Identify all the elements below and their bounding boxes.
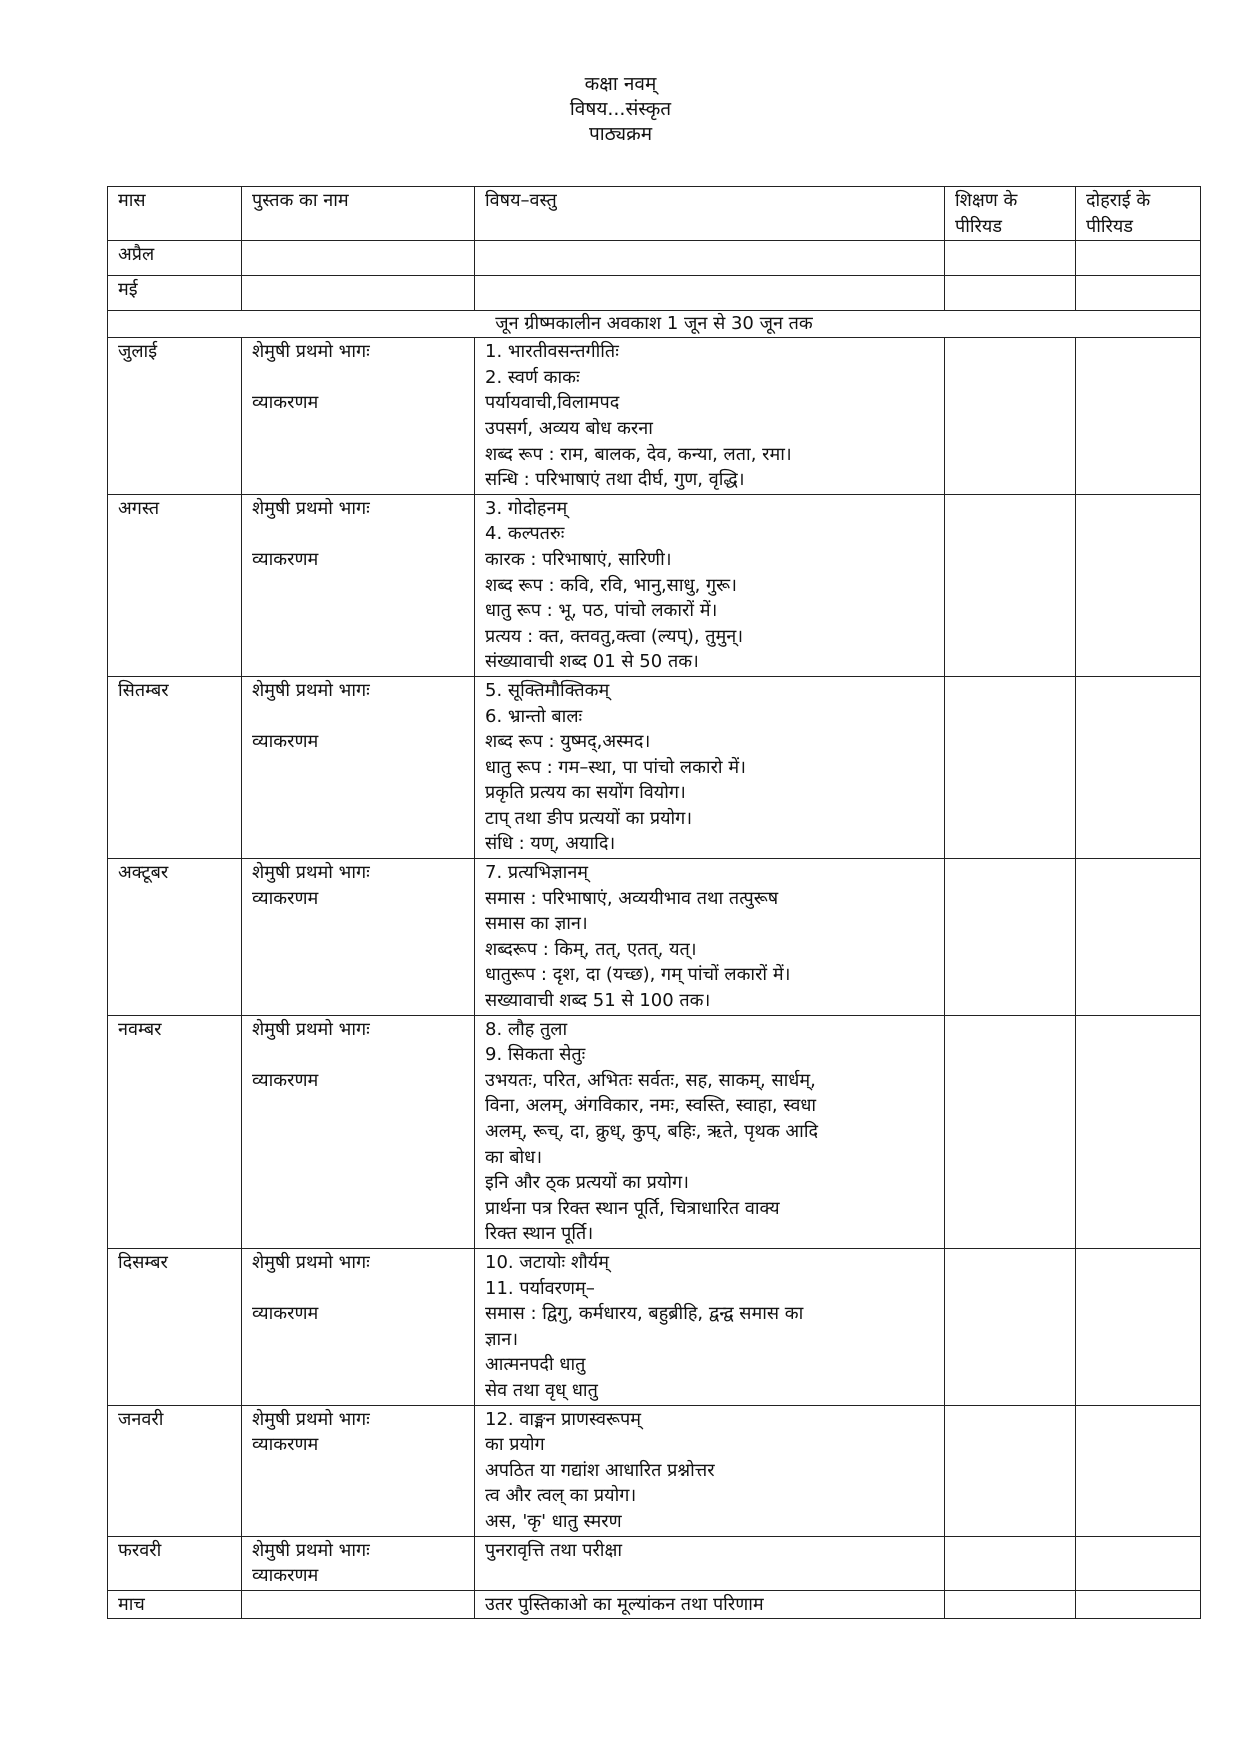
book-line: शेमुषी प्रथमो भागः (252, 497, 370, 519)
content-line: पुनरावृत्ति तथा परीक्षा (485, 1539, 623, 1561)
content-line: सख्यावाची शब्द 51 से 100 तक। (485, 990, 711, 1012)
header-teaching-periods: शिक्षण के पीरियड (945, 187, 1076, 241)
book-cell (242, 494, 475, 676)
revision-periods-cell (1076, 276, 1201, 311)
class-title: कक्षा नवम् (584, 73, 657, 95)
subject-title: विषय...संस्कृत (569, 98, 672, 120)
book-line (252, 1042, 464, 1068)
content-cell (475, 676, 945, 858)
content-line: अपठित या गद्यांश आधारित प्रश्नोत्तर (485, 1459, 715, 1481)
book-line (252, 1276, 464, 1302)
content-line: टाप् तथा ङीप प्रत्ययों का प्रयोग। (485, 807, 693, 829)
content-line: आत्मनपदी धातु (485, 1354, 586, 1376)
book-cell (242, 1405, 475, 1536)
content-line: शब्द रूप : युष्मद्,अस्मद। (485, 731, 651, 753)
revision-periods-cell (1076, 1248, 1201, 1405)
book-line: व्याकरणम (252, 731, 319, 753)
table-row (108, 494, 1201, 676)
content-line: त्व और त्वल् का प्रयोग। (485, 1485, 637, 1507)
content-line: 11. पर्यावरणम्– (485, 1277, 595, 1299)
content-line: 4. कल्पतरुः (485, 523, 565, 545)
content-line: समास : द्विगु, कर्मधारय, बहुब्रीहि, द्वन्द्व समास का (485, 1303, 804, 1325)
content-line: कारक : परिभाषाएं, सारिणी। (485, 548, 672, 570)
month-cell (108, 676, 242, 858)
month-cell (108, 1248, 242, 1405)
book-cell (242, 241, 475, 276)
book-cell (242, 338, 475, 495)
book-line: व्याकरणम (252, 392, 319, 414)
month-label: माच (118, 1593, 145, 1615)
month-label: अगस्त (118, 497, 160, 519)
content-line: 10. जटायोः शौर्यम् (485, 1251, 610, 1273)
content-line: ज्ञान। (485, 1328, 519, 1350)
month-cell (108, 494, 242, 676)
content-line: शब्द रूप : कवि, रवि, भानु,साधु, गुरू। (485, 574, 737, 596)
month-cell (108, 859, 242, 1016)
content-line: सन्धि : परिभाषाएं तथा दीर्घ, गुण, वृद्धि। (485, 469, 745, 491)
book-line: शेमुषी प्रथमो भागः (252, 1539, 370, 1561)
teaching-periods-cell (945, 1015, 1076, 1248)
content-line: 8. लौह तुला (485, 1018, 568, 1040)
content-line: उभयतः, परित, अभितः सर्वतः, सह, साकम्, सार्धम्, (485, 1069, 816, 1091)
revision-periods-cell (1076, 1536, 1201, 1590)
content-line: धातुरूप : दृश, दा (यच्छ), गम् पांचों लकारों में। (485, 964, 791, 986)
content-line: उपसर्ग, अव्यय बोध करना (485, 417, 653, 439)
content-line: का प्रयोग (485, 1434, 545, 1456)
teaching-periods-cell (945, 1405, 1076, 1536)
content-line: संधि : यण्, अयादि। (485, 833, 616, 855)
header-book: पुस्तक का नाम (242, 187, 475, 241)
teaching-periods-cell (945, 276, 1076, 311)
month-label: अक्टूबर (118, 862, 169, 884)
table-header-row (108, 187, 1201, 241)
revision-periods-cell (1076, 859, 1201, 1016)
holiday-row (108, 311, 1201, 338)
book-cell (242, 1590, 475, 1619)
table-row (108, 338, 1201, 495)
content-line: 12. वाङ्मन प्राणस्वरूपम् (485, 1408, 642, 1430)
header-month: मास (108, 187, 242, 241)
month-cell (108, 1015, 242, 1248)
content-line: उतर पुस्तिकाओ का मूल्यांकन तथा परिणाम (485, 1593, 764, 1615)
book-line (252, 365, 464, 391)
book-line: व्याकरणम (252, 1069, 319, 1091)
content-line: सेव तथा वृध् धातु (485, 1379, 598, 1401)
header-revision-periods: दोहराई के पीरियड (1076, 187, 1201, 241)
book-line (252, 704, 464, 730)
teaching-periods-cell (945, 241, 1076, 276)
month-label: जनवरी (118, 1408, 164, 1430)
revision-periods-cell (1076, 494, 1201, 676)
syllabus-table (107, 186, 1201, 1619)
content-cell (475, 1590, 945, 1619)
book-cell (242, 276, 475, 311)
content-cell (475, 1405, 945, 1536)
teaching-periods-cell (945, 338, 1076, 495)
revision-periods-cell (1076, 676, 1201, 858)
content-line: 9. सिकता सेतुः (485, 1044, 586, 1066)
month-label: फरवरी (118, 1539, 162, 1561)
book-line: व्याकरणम (252, 548, 319, 570)
content-line: शब्द रूप : राम, बालक, देव, कन्या, लता, रमा। (485, 443, 792, 465)
content-line: 6. भ्रान्तो बालः (485, 705, 583, 727)
month-cell (108, 338, 242, 495)
teaching-periods-cell (945, 1248, 1076, 1405)
content-cell (475, 338, 945, 495)
content-cell (475, 1015, 945, 1248)
book-line: शेमुषी प्रथमो भागः (252, 679, 370, 701)
content-line: शब्दरूप : किम्, तत्, एतत्, यत्। (485, 938, 697, 960)
document-header (0, 72, 1241, 147)
month-label: दिसम्बर (118, 1251, 168, 1273)
content-cell (475, 1536, 945, 1590)
content-cell (475, 494, 945, 676)
table-row (108, 1536, 1201, 1590)
teaching-periods-cell (945, 494, 1076, 676)
month-label: नवम्बर (118, 1018, 162, 1040)
content-line: संख्यावाची शब्द 01 से 50 तक। (485, 651, 699, 673)
table-row (108, 1015, 1201, 1248)
table-row (108, 1590, 1201, 1619)
book-line: शेमुषी प्रथमो भागः (252, 1408, 370, 1430)
content-line: 7. प्रत्यभिज्ञानम् (485, 862, 589, 884)
content-line: पर्यायवाची,विलामपद (485, 392, 620, 414)
book-line: शेमुषी प्रथमो भागः (252, 341, 370, 363)
content-cell (475, 859, 945, 1016)
revision-periods-cell (1076, 1405, 1201, 1536)
content-line: प्रत्यय : क्त, क्तवतु,क्त्वा (ल्यप्), तुमुन्। (485, 625, 744, 647)
month-label: सितम्बर (118, 679, 169, 701)
teaching-periods-cell (945, 859, 1076, 1016)
book-cell (242, 1536, 475, 1590)
syllabus-title: पाठ्यक्रम (588, 123, 653, 145)
month-cell: अप्रैल (108, 241, 242, 276)
book-line: शेमुषी प्रथमो भागः (252, 862, 370, 884)
content-line: इनि और ठ्क प्रत्ययों का प्रयोग। (485, 1172, 689, 1194)
book-line (252, 521, 464, 547)
table-row (108, 1248, 1201, 1405)
teaching-periods-cell (945, 1536, 1076, 1590)
book-line: व्याकरणम (252, 887, 319, 909)
content-line: समास का ज्ञान। (485, 913, 588, 935)
month-cell (108, 1405, 242, 1536)
content-line: प्रकृति प्रत्यय का सयोंग वियोग। (485, 782, 686, 804)
content-line: अलम्, रूच्, दा, क्रुध्, कुप्, बहिः, ऋते, पृथक आदि (485, 1121, 819, 1142)
header-content: विषय–वस्तु (475, 187, 945, 241)
content-cell (475, 276, 945, 311)
content-line: रिक्त स्थान पूर्ति। (485, 1223, 594, 1245)
table-row (108, 676, 1201, 858)
content-line: 1. भारतीवसन्तगीतिः (485, 341, 619, 363)
month-label: जुलाई (118, 341, 158, 363)
month-cell (108, 1590, 242, 1619)
month-cell (108, 1536, 242, 1590)
content-line: अस, 'कृ' धातु स्मरण (485, 1510, 622, 1532)
revision-periods-cell (1076, 241, 1201, 276)
table-row (108, 241, 1201, 276)
holiday-cell: जून ग्रीष्मकालीन अवकाश 1 जून से 30 जून तक (108, 311, 1201, 338)
content-line: धातु रूप : भू, पठ, पांचो लकारों में। (485, 600, 718, 622)
revision-periods-cell (1076, 1015, 1201, 1248)
book-cell (242, 676, 475, 858)
content-line: प्रार्थना पत्र रिक्त स्थान पूर्ति, चित्राधारित वाक्य (485, 1197, 780, 1219)
content-cell (475, 241, 945, 276)
book-line: शेमुषी प्रथमो भागः (252, 1018, 370, 1040)
book-cell (242, 859, 475, 1016)
teaching-periods-cell (945, 1590, 1076, 1619)
teaching-periods-cell (945, 676, 1076, 858)
book-line: शेमुषी प्रथमो भागः (252, 1251, 370, 1273)
table-row (108, 276, 1201, 311)
content-line: धातु रूप : गम–स्था, पा पांचो लकारो में। (485, 756, 746, 778)
content-line: 3. गोदोहनम् (485, 497, 568, 519)
revision-periods-cell (1076, 1590, 1201, 1619)
month-cell: मई (108, 276, 242, 311)
content-line: 5. सूक्तिमौक्तिकम् (485, 679, 610, 701)
book-line: व्याकरणम (252, 1565, 319, 1587)
content-line: विना, अलम्, अंगविकार, नमः, स्वस्ति, स्वाहा, स्वधा (485, 1095, 817, 1117)
table-row (108, 1405, 1201, 1536)
content-line: का बोध। (485, 1146, 543, 1168)
content-line: समास : परिभाषाएं, अव्ययीभाव तथा तत्पुरूष (485, 887, 779, 909)
content-line: 2. स्वर्ण काकः (485, 366, 580, 388)
revision-periods-cell (1076, 338, 1201, 495)
content-cell (475, 1248, 945, 1405)
table-row (108, 859, 1201, 1016)
book-cell (242, 1015, 475, 1248)
book-line: व्याकरणम (252, 1303, 319, 1325)
book-cell (242, 1248, 475, 1405)
book-line: व्याकरणम (252, 1434, 319, 1456)
